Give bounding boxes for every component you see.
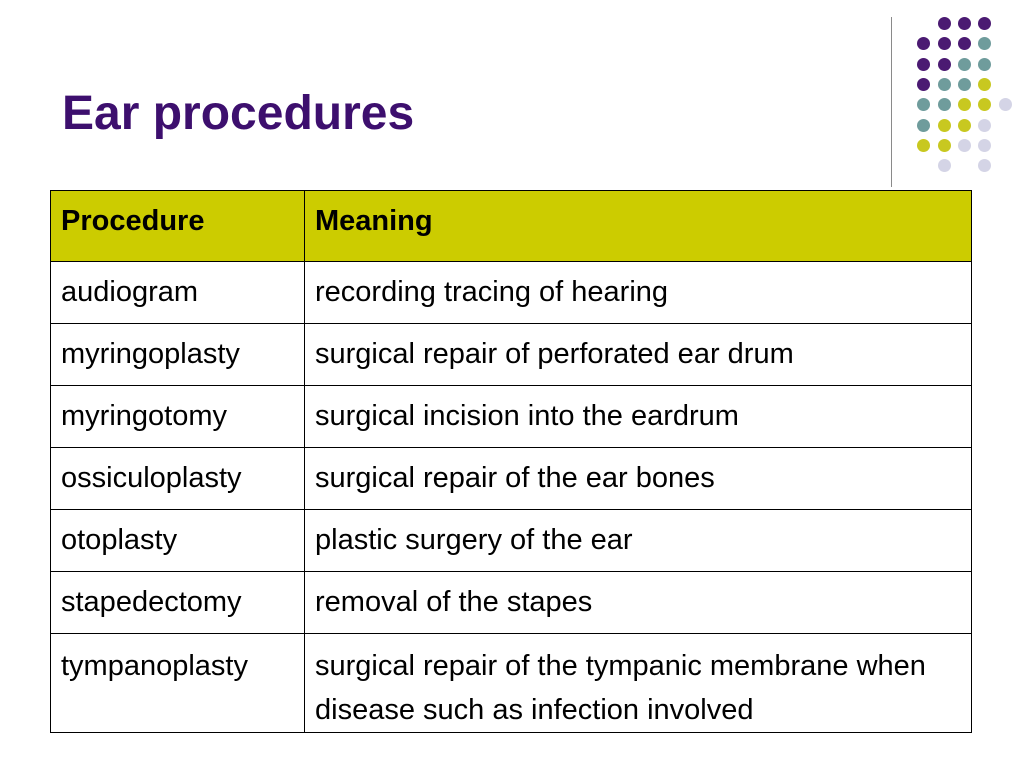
decorative-dot [999, 98, 1012, 111]
meaning-cell: surgical incision into the eardrum [305, 386, 972, 448]
decorative-dot [958, 139, 971, 152]
table-row [51, 634, 972, 733]
decorative-dot [938, 98, 951, 111]
meaning-cell: removal of the stapes [305, 572, 972, 634]
decorative-dot [938, 78, 951, 91]
procedure-cell: tympanoplasty [51, 634, 305, 733]
decorative-dot [958, 78, 971, 91]
decorative-dot [958, 17, 971, 30]
decorative-dot [978, 17, 991, 30]
procedure-cell: myringoplasty [51, 324, 305, 386]
decorative-dot [938, 58, 951, 71]
table-row [51, 572, 972, 634]
header-meaning: Meaning [305, 191, 972, 262]
decorative-dot [978, 139, 991, 152]
table-row [51, 510, 972, 572]
decorative-dot [917, 78, 930, 91]
table-row [51, 324, 972, 386]
procedure-cell: audiogram [51, 262, 305, 324]
decorative-dot [938, 17, 951, 30]
decorative-dot [917, 37, 930, 50]
procedure-cell: otoplasty [51, 510, 305, 572]
decorative-dot [978, 58, 991, 71]
decorative-dot [938, 139, 951, 152]
decorative-dot [917, 119, 930, 132]
meaning-cell: surgical repair of the ear bones [305, 448, 972, 510]
table-header-row [51, 191, 972, 262]
decorative-dot [978, 78, 991, 91]
table-row [51, 448, 972, 510]
meaning-cell: plastic surgery of the ear [305, 510, 972, 572]
decorative-dot [978, 159, 991, 172]
decorative-dot [978, 119, 991, 132]
table-row [51, 386, 972, 448]
procedure-cell: stapedectomy [51, 572, 305, 634]
meaning-cell: surgical repair of the tympanic membrane when disease such as infection involved [305, 634, 972, 733]
slide-title: Ear procedures [62, 87, 415, 140]
decorative-dot [917, 139, 930, 152]
decorative-dot [938, 37, 951, 50]
header-procedure: Procedure [51, 191, 305, 262]
decorative-dot [978, 37, 991, 50]
meaning-cell: surgical repair of perforated ear drum [305, 324, 972, 386]
decorative-dot [958, 98, 971, 111]
decorative-dot [978, 98, 991, 111]
procedures-table [50, 190, 972, 733]
decorative-dot [958, 58, 971, 71]
meaning-cell: recording tracing of hearing [305, 262, 972, 324]
decorative-dot [917, 98, 930, 111]
divider-line [891, 17, 892, 187]
decorative-dot [958, 119, 971, 132]
table-row [51, 262, 972, 324]
decorative-dot [958, 37, 971, 50]
decorative-dot [938, 119, 951, 132]
procedure-cell: ossiculoplasty [51, 448, 305, 510]
decorative-dot [917, 58, 930, 71]
procedure-cell: myringotomy [51, 386, 305, 448]
decorative-dot [938, 159, 951, 172]
